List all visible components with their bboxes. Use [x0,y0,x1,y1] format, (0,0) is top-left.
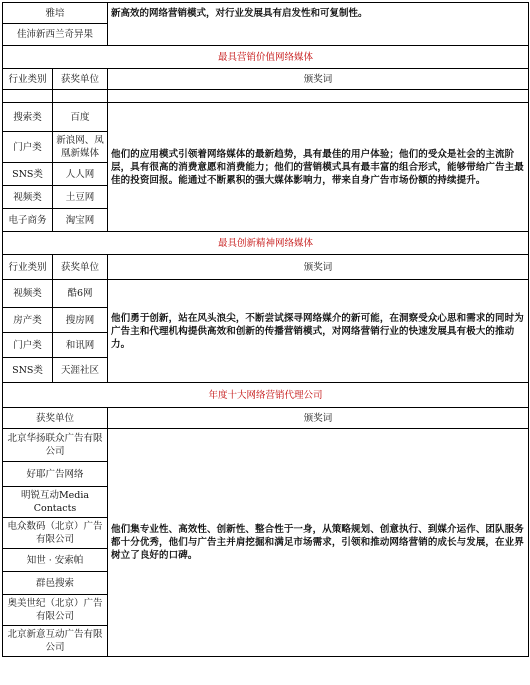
unit-cell: 人人网 [53,163,108,186]
category-cell: 搜索类 [3,103,53,132]
unit-cell: 北京华扬联众广告有限公司 [3,429,108,462]
section-title: 最具创新精神网络媒体 [3,232,529,255]
section-title-row [3,46,529,69]
header-unit: 获奖单位 [3,408,108,429]
category-cell: SNS类 [3,358,53,383]
category-cell: 门户类 [3,333,53,358]
category-cell: 门户类 [3,132,53,163]
category-cell: 视频类 [3,186,53,209]
award-citation: 他们的应用模式引领着网络媒体的最新趋势，具有最佳的用户体验；他们的受众是社会的主流阶层，具有很高的消费意愿和消费能力；他们的营销模式具有最丰富的组合形式，能够带给广告主最佳的投资回报。能通过不断累积的强大媒体影响力，带来自身广告市场份额的持续提升。 [108,103,529,232]
unit-cell: 和讯网 [53,333,108,358]
header-row [3,408,529,429]
section-title-row [3,232,529,255]
header-unit: 获奖单位 [53,69,108,90]
award-citation: 他们集专业性、高效性、创新性、整合性于一身，从策略规划、创意执行、到媒介运作、团队服务都十分优秀，他们与广告主并肩挖掘和满足市场需求，引领和推动网络营销的成长与发展，在业界树立了良好的口碑。 [108,429,529,657]
unit-cell: 土豆网 [53,186,108,209]
header-row [3,69,529,90]
category-cell: 视频类 [3,280,53,308]
table-row [3,103,529,132]
header-category: 行业类别 [3,255,53,280]
unit-cell: 好耶广告网络 [3,462,108,487]
unit-cell: 酷6网 [53,280,108,308]
unit-cell: 搜房网 [53,308,108,333]
header-unit: 获奖单位 [53,255,108,280]
unit-cell: 百度 [53,103,108,132]
header-citation: 颁奖词 [108,69,529,90]
unit-cell: 天涯社区 [53,358,108,383]
header-row [3,255,529,280]
unit-cell: 知世 · 安索帕 [3,549,108,572]
blank-row [3,90,529,103]
section-title: 年度十大网络营销代理公司 [3,383,529,408]
unit-cell: 奥美世纪（北京）广告有限公司 [3,595,108,626]
section-title: 最具营销价值网络媒体 [3,46,529,69]
unit-cell: 新浪网、凤凰新媒体 [53,132,108,163]
unit-cell: 北京新意互动广告有限公司 [3,626,108,657]
table-row [3,429,529,462]
header-category: 行业类别 [3,69,53,90]
unit-cell: 群邑搜索 [3,572,108,595]
header-citation: 颁奖词 [108,255,529,280]
award-unit: 雅培 [3,3,108,24]
table-row [3,280,529,308]
category-cell: 电子商务 [3,209,53,232]
header-citation: 颁奖词 [108,408,529,429]
award-unit: 佳沛新西兰奇异果 [3,24,108,46]
unit-cell: 电众数码（北京）广告有限公司 [3,518,108,549]
award-citation: 他们勇于创新，站在风头浪尖，不断尝试探寻网络媒介的新可能，在洞察受众心思和需求的同时为广告主和代理机构提供高效和创新的传播营销模式，对网络营销行业的快速发展具有极大的推动力。 [108,280,529,383]
section-title-row [3,383,529,408]
table-row [3,3,529,24]
unit-cell: 明锐互动Media Contacts [3,487,108,518]
awards-table [2,2,529,657]
award-citation: 新高效的网络营销模式，对行业发展具有启发性和可复制性。 [108,3,529,46]
category-cell: SNS类 [3,163,53,186]
unit-cell: 淘宝网 [53,209,108,232]
category-cell: 房产类 [3,308,53,333]
